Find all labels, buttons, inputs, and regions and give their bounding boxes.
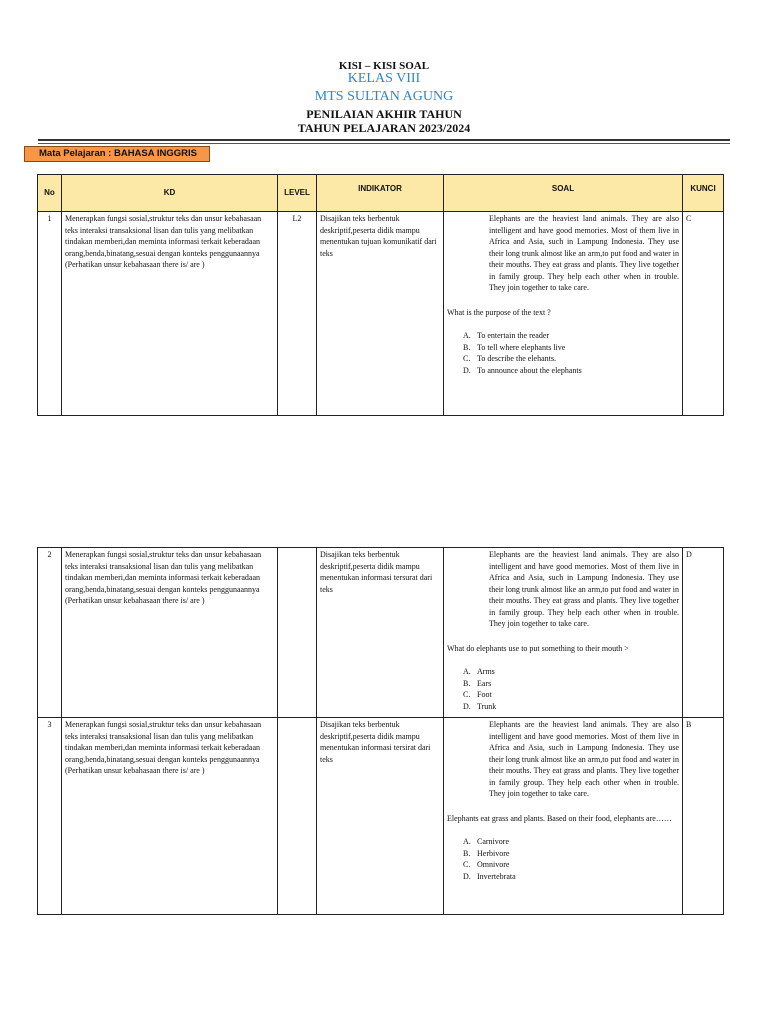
table-header-row [38, 175, 724, 212]
row-soal [444, 212, 683, 416]
option-b: B. To tell where elephants live [463, 342, 566, 352]
exam-name: PENILAIAN AKHIR TAHUN [306, 107, 462, 121]
option-a: A. Carnivore [463, 837, 509, 846]
question-grid-table-1 [37, 174, 724, 416]
table-row [38, 212, 724, 416]
question-text: What do elephants use to put something to their mouth > [447, 643, 629, 653]
answer-options [447, 330, 679, 376]
option-b: B. Herbivore [463, 848, 510, 858]
answer-options [447, 666, 679, 712]
option-c: C. Omnivore [463, 860, 510, 869]
option-a: A. To entertain the reader [463, 331, 550, 340]
col-header-kunci: KUNCI [683, 175, 724, 212]
reading-passage: Elephants are the heaviest land animals. They are also intelligent and have good memories. Most of them live in Africa and Asia, such in Lampung Indonesia. They use their long trunk almost like an arm,to put food and water in their mouths. They eat grass and plants. They live together in family group. They help each other when in trouble. They join together to take care. [489, 720, 679, 798]
row-indikator: Disajikan teks berbentuk deskriptif,peserta didik mampu menentukan tujuan komunikatif dari teks [317, 212, 444, 416]
row-indikator: Disajikan teks berbentuk deskriptif,peserta didik mampu menentukan informasi tersurat dari teks [317, 548, 444, 718]
option-d: D. Invertebrata [463, 871, 516, 881]
school-name: MTS SULTAN AGUNG [314, 89, 454, 104]
table-row [38, 718, 724, 915]
reading-passage: Elephants are the heaviest land animals. They are also intelligent and have good memories. Most of them live in Africa and Asia, such in Lampung Indonesia. They use their long trunk almost like an arm,to put food and water in their mouths. They eat grass and plants. They live together in family group. They help each other when in trouble. They join together to take care. [489, 214, 679, 292]
answer-options [447, 836, 679, 882]
header-divider [38, 139, 730, 141]
subject-label: Mata Pelajaran : BAHASA INGGRIS [24, 146, 210, 162]
row-kd: Menerapkan fungsi sosial,struktur teks dan unsur kebahasaan teks interaksi transaksional lisan dan tulis yang melibatkan tindakan memberi,dan meminta informasi terkait keberadaan orang,benda,binatang,sesuai dengan konteks penggunaannya (Perhatikan unsur kebahasaan there is/ are ) [62, 212, 278, 416]
row-answer-key: D [683, 548, 724, 718]
row-kd: Menerapkan fungsi sosial,struktur teks dan unsur kebahasaan teks interaksi transaksional lisan dan tulis yang melibatkan tindakan memberi,dan meminta informasi terkait keberadaan orang,benda,binatang,sesuai dengan konteks penggunaannya (Perhatikan unsur kebahasaan there is/ are ) [62, 548, 278, 718]
col-header-soal: SOAL [444, 175, 683, 212]
question-text: What is the purpose of the text ? [447, 307, 551, 317]
academic-year: TAHUN PELAJARAN 2023/2024 [297, 121, 471, 135]
row-no: 3 [38, 718, 62, 915]
option-d: D. Trunk [463, 701, 497, 711]
row-soal [444, 548, 683, 718]
col-header-no: No [38, 175, 62, 212]
header-divider-thin [38, 143, 730, 144]
col-header-kd: KD [62, 175, 278, 212]
question-grid-table-2 [37, 547, 724, 915]
question-text: Elephants eat grass and plants. Based on their food, elephants are…… [447, 813, 672, 823]
row-kd: Menerapkan fungsi sosial,struktur teks dan unsur kebahasaan teks interaksi transaksional lisan dan tulis yang melibatkan tindakan memberi,dan meminta informasi terkait keberadaan orang,benda,binatang,sesuai dengan konteks penggunaannya (Perhatikan unsur kebahasaan there is/ are ) [62, 718, 278, 915]
col-header-level: LEVEL [278, 175, 317, 212]
class-title: KELAS VIII [347, 71, 421, 86]
doc-title: KISI – KISI SOAL [338, 60, 430, 72]
option-c: C. To describe the elehants. [463, 354, 556, 363]
table-row [38, 548, 724, 718]
row-level [278, 718, 317, 915]
row-level [278, 548, 317, 718]
row-soal [444, 718, 683, 915]
option-c: C. Foot [463, 690, 492, 699]
option-d: D. To announce about the elephants [463, 365, 582, 375]
row-level: L2 [278, 212, 317, 416]
col-header-indikator: INDIKATOR [317, 175, 444, 212]
row-no: 1 [38, 212, 62, 416]
reading-passage: Elephants are the heaviest land animals. They are also intelligent and have good memories. Most of them live in Africa and Asia, such in Lampung Indonesia. They use their long trunk almost like an arm,to put food and water in their mouths. They eat grass and plants. They live together in family group. They help each other when in trouble. They join together to take care. [489, 550, 679, 628]
row-answer-key: B [683, 718, 724, 915]
row-no: 2 [38, 548, 62, 718]
option-a: A. Arms [463, 667, 495, 676]
row-indikator: Disajikan teks berbentuk deskriptif,peserta didik mampu menentukan informasi tersirat dari teks [317, 718, 444, 915]
row-answer-key: C [683, 212, 724, 416]
option-b: B. Ears [463, 678, 492, 688]
